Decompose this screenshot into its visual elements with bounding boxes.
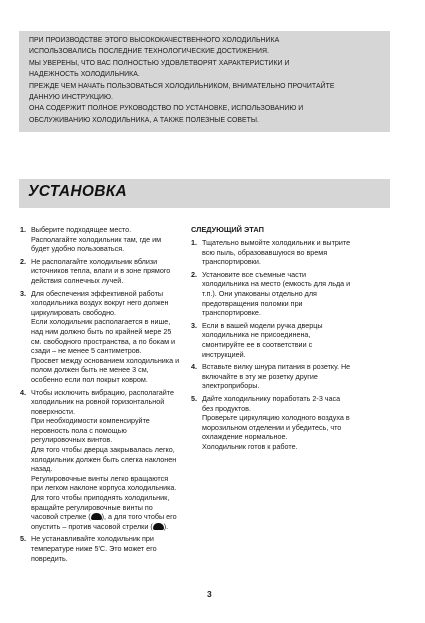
item-line: Тщательно вымойте холодильник и вытрите [202,238,351,247]
item-number: 2. [20,256,26,266]
list-item [191,394,391,452]
list-item [20,225,200,254]
item-line: транспортировки. [202,257,261,267]
intro-line: МЫ УВЕРЕНЫ, ЧТО ВАС ПОЛНОСТЬЮ УДОВЛЕТВОРЯТ ХАРАКТЕРИСТИКИ И [29,59,290,67]
item-number: 4. [191,362,197,372]
item-line: смонтируйте ее в соответствии с [202,339,313,349]
item-line: Располагайте холодильник там, где им [31,234,162,244]
item-line: поверхности. [31,406,75,416]
list-item [191,238,391,267]
item-line: охлаждение нормальное. [202,432,288,442]
item-line: холодильника на место (емкость для льда и [202,279,351,289]
item-number: 3. [20,288,26,298]
right-heading: СЛЕДУЮЩИЙ ЭТАП [191,225,264,234]
intro-line: ДАННУЮ ИНСТРУКЦИЮ. [29,94,114,102]
item-line [31,522,200,532]
rotation-text: ), а для того чтобы его [101,512,177,522]
item-line: предотвращения поломки при [202,298,303,308]
item-line: без продуктов. [202,403,251,413]
item-line: полом должен быть не менее 3 см, [31,365,149,375]
item-line: холодильник должен быть слегка наклонен [31,454,177,464]
item-line: т.п.). Они упакованы отдельно для [202,288,317,298]
intro-line: ОНА СОДЕРЖИТ ПОЛНОЕ РУКОВОДСТВО ПО УСТАНОВКЕ, ИСПОЛЬЗОВАНИЮ И [29,105,304,113]
item-line: Не располагайте холодильник вблизи [31,256,158,266]
intro-line: ОБСЛУЖИВАНИЮ ХОЛОДИЛЬНИКА, А ТАКЖЕ ПОЛЕЗНЫЕ СОВЕТЫ. [29,116,260,124]
item-line: температуре ниже 5'С. Это может его [31,544,157,553]
section-band [19,179,390,208]
item-line: холодильника воздух вокруг него должен [31,298,169,308]
rotation-text: часовой стрелке ( [31,512,91,522]
clockwise-knob-icon [91,513,102,520]
item-line: электроприборы. [202,381,260,391]
item-line: Выберите подходящее место. [31,225,132,234]
item-line: Если в вашей модели ручка дверцы [202,320,323,330]
item-line: Если холодильник располагается в нише, [31,317,171,327]
item-line: При необходимости компенсируйте [31,416,150,426]
item-line: холодильника не присоединена, [202,330,311,340]
item-line: см. свободного пространства, а по бокам и [31,336,176,346]
item-number: 2. [191,269,197,279]
item-line: Регулировочные винты легко вращаются [31,473,169,483]
item-line [31,512,200,522]
intro-line: НАДЕЖНОСТЬ ХОЛОДИЛЬНИКА. [29,71,140,79]
item-number: 5. [20,534,26,544]
item-line: при легком наклоне корпуса холодильника. [31,483,177,493]
item-number: 4. [20,387,26,397]
section-title: УСТАНОВКА [28,183,128,200]
list-item [20,388,200,532]
list-item [191,362,391,391]
item-line: Для того чтобы приподнять холодильник, [31,493,170,503]
list-item [20,257,200,286]
item-line: Чтобы исключить вибрацию, располагайте [31,387,174,397]
counterclockwise-knob-icon [153,523,164,530]
intro-box [19,31,390,132]
item-number: 1. [20,225,26,234]
item-line: источников тепла, влаги и в зоне прямого [31,266,171,276]
item-number: 3. [191,320,197,330]
page-number: 3 [207,589,212,599]
left-column [20,225,200,566]
item-line: всю пыль, образовавшуюся во время [202,247,328,257]
intro-line: ПРЕЖДЕ ЧЕМ НАЧАТЬ ПОЛЬЗОВАТЬСЯ ХОЛОДИЛЬНИКОМ, ВНИМАТЕЛЬНО ПРОЧИТАЙТЕ [29,82,335,90]
item-line: неровность пола с помощью [31,425,127,435]
item-line: включайте в эту же розетку другие [202,371,318,381]
item-line: назад. [31,464,53,474]
item-line: вращайте регулировочные винты по [31,502,153,512]
right-column [191,225,391,454]
intro-line: ИСПОЛЬЗОВАЛИСЬ ПОСЛЕДНИЕ ТЕХНОЛОГИЧЕСКИЕ ДОСТИЖЕНИЯ. [29,48,270,56]
item-line: Просвет между основанием холодильника и [31,355,180,365]
item-line: Проверьте циркуляцию холодного воздуха в [202,413,350,423]
item-line: Установите все съемные части [202,269,307,279]
item-line: инструкцией. [202,349,246,359]
item-line: действия солнечных лучей. [31,275,124,285]
list-item [20,289,200,385]
item-number: 1. [191,238,197,247]
item-line: циркулировать свободно. [31,307,117,317]
item-line: Для того чтобы дверца закрывалась легко, [31,445,175,455]
item-line: Для обеспечения эффективной работы [31,288,164,298]
item-line: транспортировке. [202,308,261,318]
item-line: регулировочных винтов. [31,435,113,445]
item-line: Холодильник готов к работе. [202,441,298,451]
item-line: сзади – не менее 5 сантиметров. [31,346,142,356]
intro-line: ПРИ ПРОИЗВОДСТВЕ ЭТОГО ВЫСОКОКАЧЕСТВЕННОГО ХОЛОДИЛЬНИКА [29,37,280,44]
rotation-text: ). [163,521,169,531]
item-line: Дайте холодильнику поработать 2-3 часа [202,393,341,403]
item-line: Вставьте вилку шнура питания в розетку. Не [202,362,351,372]
list-item [191,270,391,318]
item-line: над ним должно быть по крайней мере 25 [31,326,172,336]
list-item [191,321,391,359]
item-line: морозильном отделении и убедитесь, что [202,422,342,432]
list-item [20,534,200,563]
rotation-text: опустить – против часовой стрелки ( [31,521,153,531]
item-line: повредить. [31,553,68,563]
item-line: Не устанавливайте холодильник при [31,534,154,544]
item-line: особенно если пол покрыт ковром. [31,374,148,384]
item-line: будет удобно пользоваться. [31,244,125,254]
item-line: холодильник на ровной горизонтальной [31,397,165,407]
item-number: 5. [191,393,197,403]
